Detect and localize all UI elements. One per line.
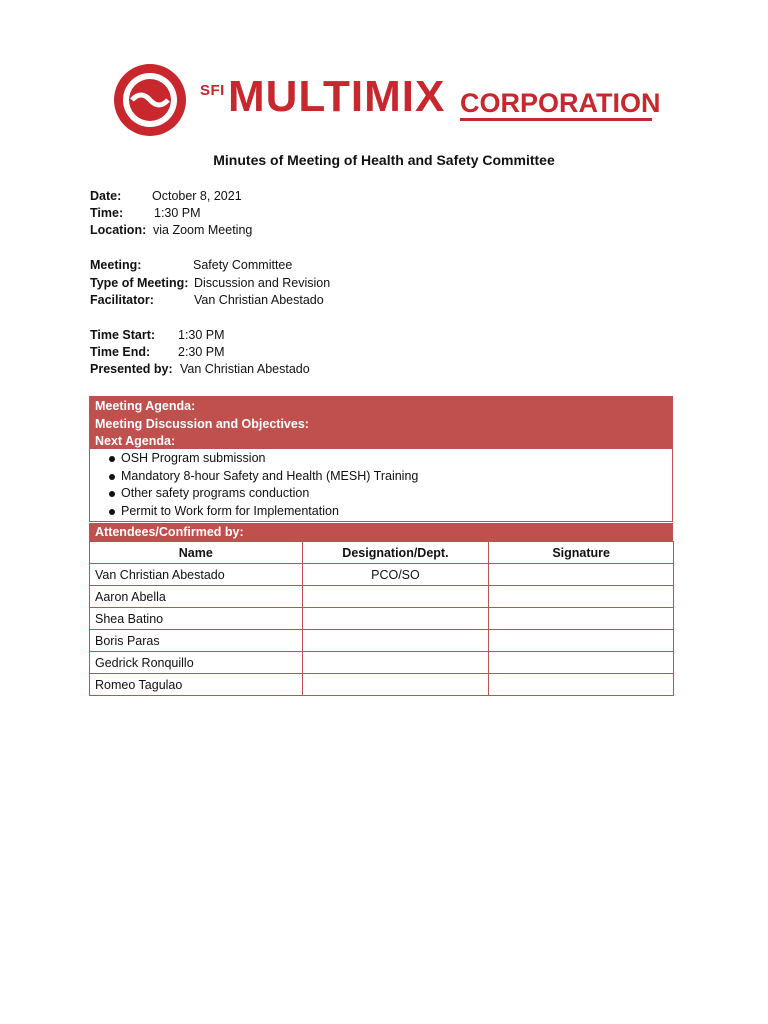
agenda-item: Other safety programs conduction [121, 485, 672, 503]
table-row [90, 564, 674, 586]
location-value: via Zoom Meeting [153, 223, 253, 237]
meeting-agenda-heading: Meeting Agenda: [95, 399, 196, 413]
date-label: Date: [90, 189, 122, 203]
name-column-header: Name [90, 542, 303, 564]
agenda-list [90, 449, 672, 520]
table-row [90, 630, 674, 652]
facilitator-value: Van Christian Abestado [194, 293, 324, 307]
time-start-value: 1:30 PM [178, 328, 225, 342]
agenda-item: Mandatory 8-hour Safety and Health (MESH) Training [121, 468, 672, 486]
presented-by-label: Presented by: [90, 362, 173, 376]
logo-main-text: MULTIMIX [228, 72, 446, 121]
facilitator-label: Facilitator: [90, 293, 154, 307]
attendee-designation: PCO/SO [302, 564, 489, 586]
table-row [90, 652, 674, 674]
attendee-designation [302, 652, 489, 674]
agenda-item: OSH Program submission [121, 450, 672, 468]
agenda-list-box [89, 449, 673, 522]
attendee-signature [489, 674, 674, 696]
time-end-label: Time End: [90, 345, 151, 359]
attendee-signature [489, 564, 674, 586]
multimix-logo-icon [112, 62, 188, 138]
logo-corporation-text: CORPORATION [460, 88, 661, 118]
time-value: 1:30 PM [154, 206, 201, 220]
meeting-type-value: Discussion and Revision [194, 276, 331, 290]
meeting-type-label: Type of Meeting: [90, 276, 189, 290]
agenda-header [89, 396, 673, 449]
next-agenda-heading: Next Agenda: [95, 434, 176, 448]
logo-sfi-text: SFI [200, 82, 225, 99]
attendee-name: Shea Batino [90, 608, 303, 630]
agenda-item: Permit to Work form for Implementation [121, 503, 672, 521]
attendees-table [89, 541, 674, 696]
time-start-label: Time Start: [90, 328, 156, 342]
logo-underline [460, 118, 652, 121]
attendee-designation [302, 674, 489, 696]
discussion-objectives-heading: Meeting Discussion and Objectives: [95, 416, 309, 431]
attendee-signature [489, 586, 674, 608]
location-label: Location: [90, 223, 147, 237]
attendees-header: Attendees/Confirmed by: [89, 523, 673, 541]
date-value: October 8, 2021 [152, 189, 242, 203]
time-end-value: 2:30 PM [178, 345, 225, 359]
meeting-label: Meeting: [90, 258, 142, 272]
attendee-designation [302, 586, 489, 608]
signature-column-header: Signature [489, 542, 674, 564]
presented-by-value: Van Christian Abestado [180, 362, 310, 376]
attendee-name: Gedrick Ronquillo [90, 652, 303, 674]
table-row [90, 674, 674, 696]
table-row [90, 608, 674, 630]
time-label: Time: [90, 206, 124, 220]
meeting-value: Safety Committee [193, 258, 293, 272]
document-title: Minutes of Meeting of Health and Safety Committee [213, 152, 555, 168]
attendee-signature [489, 608, 674, 630]
attendee-name: Van Christian Abestado [90, 564, 303, 586]
company-logo [112, 62, 661, 138]
table-row [90, 586, 674, 608]
attendee-name: Boris Paras [90, 630, 303, 652]
attendee-signature [489, 652, 674, 674]
attendee-name: Aaron Abella [90, 586, 303, 608]
attendee-name: Romeo Tagulao [90, 674, 303, 696]
attendee-designation [302, 608, 489, 630]
designation-column-header: Designation/Dept. [302, 542, 489, 564]
attendees-header-row [90, 542, 674, 564]
attendee-designation [302, 630, 489, 652]
attendee-signature [489, 630, 674, 652]
